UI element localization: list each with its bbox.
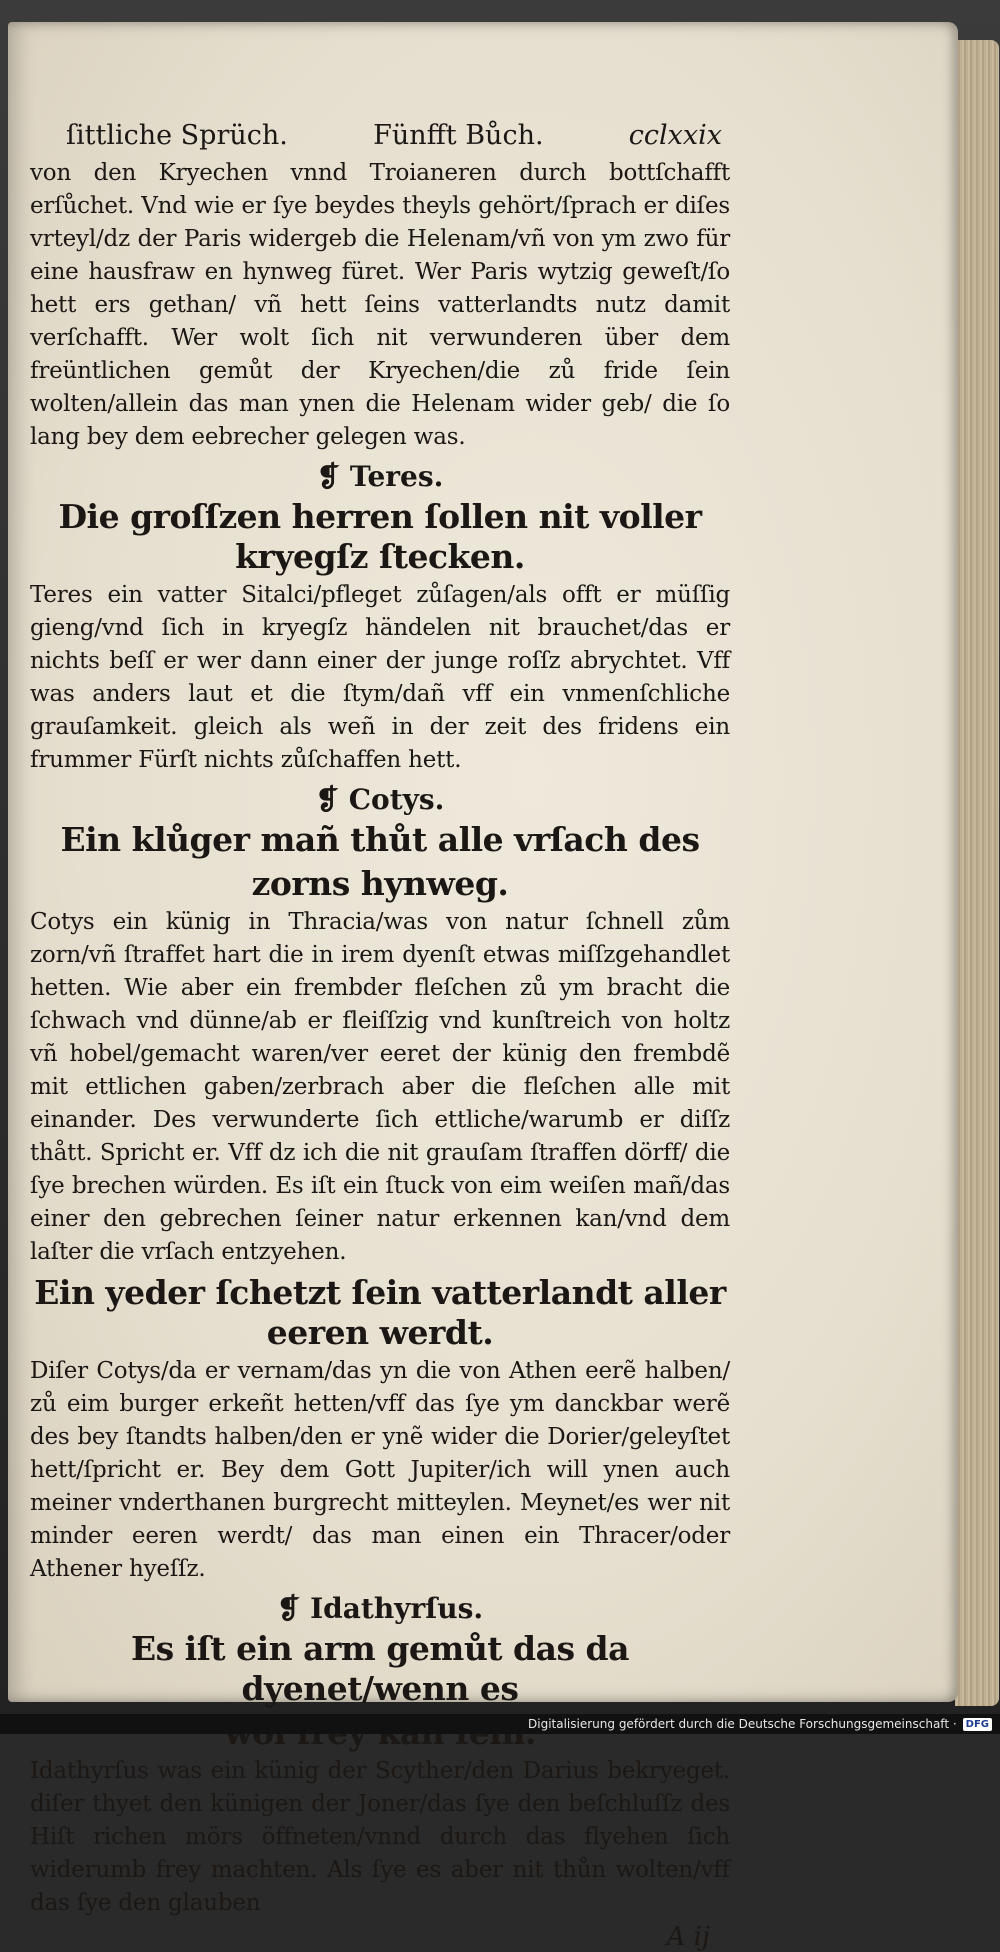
page-text-block <box>30 120 730 1952</box>
heading-idathyrsus-line-1: Es iſt ein arm gemůt das da dyenet/wenn es <box>130 1629 630 1708</box>
heading-vatterlandt: Ein yeder ſchetzt ſein vatterlandt aller eeren werdt. <box>34 1273 726 1352</box>
section-mark-idathyrsus: ❡ Idathyrſus. <box>276 1592 484 1625</box>
vatterlandt-paragraph: Diſer Cotys/da er vernam/das yn die von Athen eerẽ halben/ zů eim burger erkeñt hetten/vff das ſye ym danckbar werẽ des bey ſtandts halben/den er ynẽ wider die Dorier/geleyſtet hett/ſpricht er. Bey dem Gott Jupiter/ich will ynen auch meiner vnderthanen burgrecht mitteylen. Meynet/es wer nit minder eeren werdt/ das man einen ein Thracer/oder Athener hyeſſz. <box>30 1358 730 1582</box>
running-head-center: Fünfft Bůch. <box>373 120 544 151</box>
cotys-paragraph: Cotys ein künig in Thracia/was von natur ſchnell zům zorn/vñ ſtraffet hart die in irem dyenſt etwas miſſzgehandlet hetten. Wie aber ein frembder fleſchen zů ym bracht die ſchwach vnd dünne/ab er fleiſſzig vnd kunſtreich von holtz vñ hobel/gemacht waren/ver eeret der künig den frembdẽ mit ettlichen gaben/zerbrach aber die fleſchen alle mit einander. Des verwunderte ſich ettliche/warumb er diſſz thått. Spricht er. Vff dz ich die nit grauſam ſtraffen dörff/ die ſye brechen würden. Es iſt ein ſtuck von eim weiſen mañ/das einer den gebrechen ſeiner natur erkennen kan/vnd dem laſter die vrſach entzyehen. <box>30 909 730 1265</box>
heading-teres: Die groſſzen herren ſollen nit voller kryegſz ſtecken. <box>58 497 702 576</box>
teres-paragraph: Teres ein vatter Sitalci/pfleget zůſagen/als offt er müſſig gieng/vnd ſich in kryegſz händelen nit brauchet/das er nichts beſſ er wer dann einer der junge roſſz abrychtet. Vff was anders laut et die ſtym/dañ vff ein vnmenſchliche grauſamkeit. gleich als weñ in der zeit des fridens ein frummer Fürſt nichts zůſchaffen hett. <box>30 582 730 773</box>
folio-number: cclxxix <box>628 120 722 151</box>
heading-cotys-line-2: zorns hynweg. <box>251 864 509 903</box>
book-page-edges <box>955 40 999 1706</box>
signature-mark: A ij <box>666 1922 710 1952</box>
dfg-logo-icon: DFG <box>963 1718 992 1731</box>
running-head-left: ſittliche Sprüch. <box>66 120 288 151</box>
idathyrsus-paragraph: Idathyrſus was ein künig der Scyther/den Darius bekryeget. diſer thyet den künigen der Joner/das ſye den beſchluſſz des Hiſt richen mörs öffneten/vnnd durch das flyehen ſich widerumb frey machten. Als ſye es aber nit thůn wolten/vff das ſye den glauben <box>30 1758 730 1916</box>
footer-credit: Digitalisierung gefördert durch die Deutsche Forschungsgemeinschaft · <box>528 1717 957 1731</box>
heading-cotys-line-1: Ein klůger mañ thůt alle vrſach des <box>60 820 700 859</box>
digitization-footer <box>0 1714 1000 1734</box>
section-mark-teres: ❡ Teres. <box>316 460 444 493</box>
running-head <box>30 120 730 151</box>
section-mark-cotys: ❡ Cotys. <box>315 783 445 816</box>
intro-paragraph: von den Kryechen vnnd Troianeren durch bottſchafft erſůchet. Vnd wie er ſye beydes theyls gehört/ſprach er diſes vrteyl/dz der Paris widergeb die Helenam/vñ von ym zwo für eine hausfraw en hynweg füret. Wer Paris wytzig geweſt/ſo hett ers gethan/ vñ hett ſeins vatterlandts nutz damit verſchafft. Wer wolt ſich nit verwunderen über dem freüntlichen gemůt der Kryechen/die zů fride ſein wolten/allein das man ynen die Helenam wider geb/ die ſo lang bey dem eebrecher gelegen was. <box>30 160 730 450</box>
